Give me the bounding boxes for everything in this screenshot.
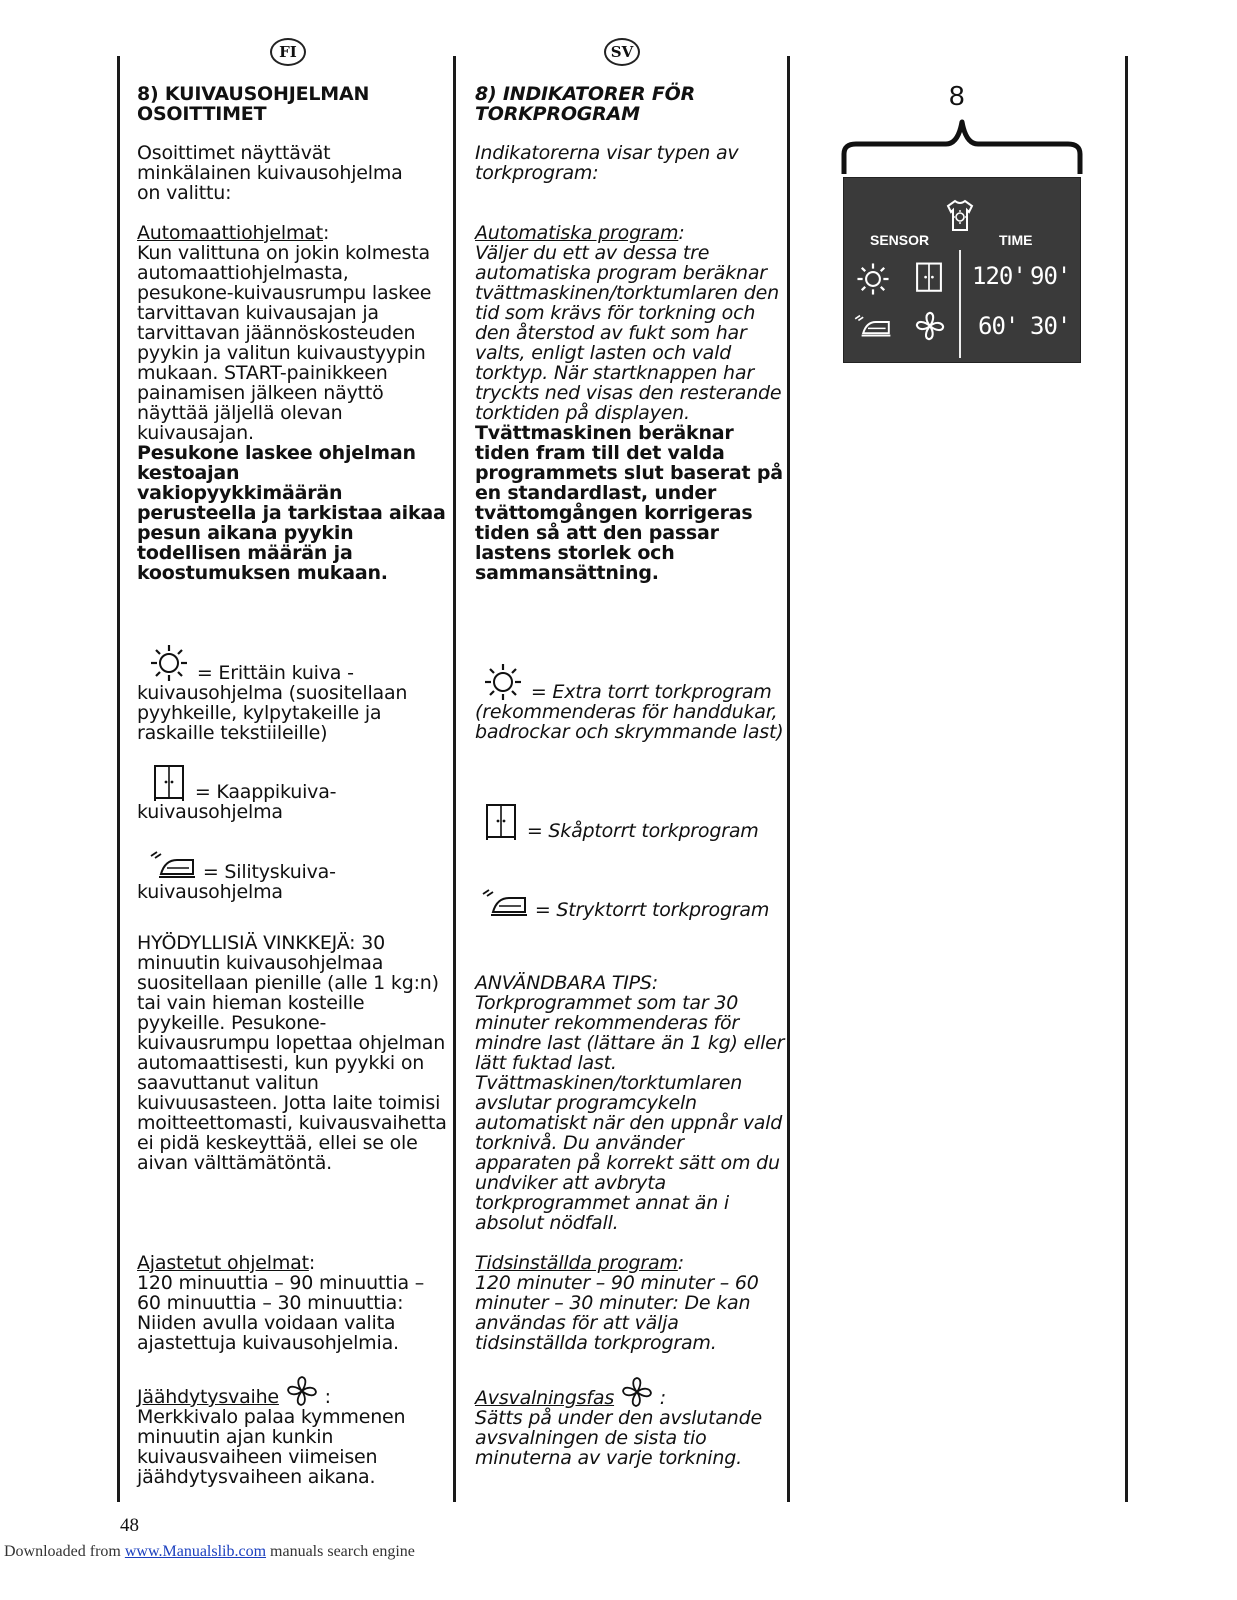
timed-colon: : [308,1252,316,1274]
cupboard-dry-item [475,803,785,841]
cooling-colon: : [653,1387,666,1409]
cooling-text: Merkkivalo palaa kymmenen minuutin ajan kunkin kuivausvaiheen viimeisen jäähdytysvaiheen aikana. [137,1406,406,1488]
footer-prefix: Downloaded from [4,1543,125,1560]
brace-icon [840,118,1084,178]
auto-title: Automaattiohjelmat [137,222,324,244]
intro-text: Indikatorerna visar typen av torkprogram: [475,142,739,184]
time-60-indicator[interactable]: 60' [978,312,1019,340]
auto-text: Kun valittuna on jokin kolmesta automaattiohjelmasta, pesukone-kuivausrumpu laskee tarvittavan kuivausajan ja tarvittavan jäännöskosteuden pyykin ja valitun kuivaustyypin mukaan. START-painikkeen painamisen jälkeen näyttö näyttää jäljellä olevan kuivausajan. [137,242,432,444]
tips-text: HYÖDYLLISIÄ VINKKEJÄ: 30 minuutin kuivausohjelmaa suositellaan pienille (alle 1 kg:n) tai vain hieman kosteille pyykeille. Pesukone-kuivausrumpu lopettaa ohjelman automaattisesti, kun pyykki on saavuttanut valitun kuivuusasteen. Jotta laite toimisi moitteettomasti, kuivausvaihetta ei pidä keskeyttää, ellei se ole aivan välttämätöntä. [137,932,447,1174]
timed-text: 120 minuter – 90 minuter – 60 minuter – 30 minuter: De kan användas för att välja tidsinställda torkprogram. [475,1272,759,1354]
extra-dry-item [137,643,447,743]
iron-icon [147,850,197,880]
sun-icon [147,643,191,683]
auto-text: Väljer du ett av dessa tre automatiska program beräknar tvättmaskinen/torktumlaren den tid som krävs för torkning och den återstod av fukt som har valts, enligt lasten och vald torktyp. När startknappen har tryckts ned visas den resterande torktiden på displayen. [475,242,782,424]
footer-suffix: manuals search engine [266,1543,415,1560]
column-rule-right-1 [787,56,790,1502]
cooling-text: Sätts på under den avslutande avsvalningen de sista tio minuterna av varje torkning. [475,1407,762,1469]
timed-text: 120 minuuttia – 90 minuuttia – 60 minuuttia – 30 minuuttia: Niiden avulla voidaan valita ajastettuja kuivausohjelmia. [137,1272,425,1354]
manualslib-link[interactable]: www.Manualslib.com [124,1543,267,1560]
fan-icon [620,1376,654,1408]
indicator-panel [843,177,1081,363]
figure-number: 8 [949,80,965,111]
column-rule-middle [453,56,456,1502]
cupboard-dry-item [137,764,447,822]
cupboard-dry-text: = Kaappikuiva- kuivausohjelma [137,781,337,823]
auto-bold-note: Pesukone laskee ohjelman kestoajan vakiopyykkimäärän perusteella ja tarkistaa aikaa pesun aikana pyykin todellisen määrän ja koostumuksen mukaan. [137,442,446,584]
auto-programs [475,223,785,583]
sun-icon[interactable] [854,261,892,297]
intro-text: Osoittimet näyttävät minkälainen kuivausohjelma on valittu: [137,142,403,204]
panel-divider [959,250,961,358]
auto-title: Automatiska program [475,222,679,244]
cooling-title: Avsvalningsfas [475,1387,615,1409]
tips-text: ANVÄNDBARA TIPS: Torkprogrammet som tar 30 minuter rekommenderas för mindre last (lättare än 1 kg) eller lätt fuktad last. Tvättmaskinen/torktumlaren avslutar programcykeln automatiskt när den uppnår vald torknivå. Du använder apparaten på korrekt sätt om du undviker att avbryta torkprogrammet annat än i absolut nödfall. [475,972,785,1234]
iron-dry-item [137,850,447,902]
fan-icon [285,1375,319,1407]
time-90-indicator[interactable]: 90' [1030,262,1071,290]
auto-colon: : [678,222,685,244]
auto-colon: : [323,222,330,244]
auto-programs [137,223,447,583]
iron-icon [479,888,529,918]
iron-dry-item [475,888,785,920]
timed-colon: : [677,1252,684,1274]
cupboard-icon[interactable] [912,260,946,296]
cupboard-icon [149,764,189,802]
extra-dry-text: = Extra torrt torkprogram (rekommenderas för handdukar, badrockar och skrymmande last) [475,681,784,743]
column-rule-left [117,56,120,1502]
time-label: TIME [999,232,1033,248]
time-120-indicator[interactable]: 120' [972,262,1026,290]
timed-programs [137,1253,447,1353]
sun-icon [481,662,525,702]
page-number: 48 [120,1515,139,1536]
iron-dry-text: = Silityskuiva- kuivausohjelma [137,861,336,903]
language-badge-sv: SV [604,38,640,66]
timed-title: Ajastetut ohjelmat [137,1252,309,1274]
footer [4,1543,415,1561]
sensor-label: SENSOR [870,232,930,248]
extra-dry-text: = Erittäin kuiva - kuivausohjelma (suositellaan pyyhkeille, kylpytakeille ja raskaille tekstiileille) [137,662,408,744]
cupboard-icon [481,803,521,841]
iron-icon[interactable] [852,312,892,340]
extra-dry-item [475,662,785,742]
fan-icon[interactable] [914,310,946,342]
cooling-title: Jäähdytysvaihe [137,1386,279,1408]
cooling-phase [137,1375,447,1487]
timed-title: Tidsinställda program [475,1252,678,1274]
column-rule-right-2 [1125,56,1128,1502]
language-badge-fi: FI [270,38,306,66]
time-30-indicator[interactable]: 30' [1030,312,1071,340]
cooling-colon: : [318,1386,331,1408]
auto-bold-note: Tvättmaskinen beräknar tiden fram till det valda programmets slut baserat på en standardlast, under tvättomgången korrigeras tiden så att den passar lastens storlek och sammansättning. [475,422,783,584]
iron-dry-text: = Stryktorrt torkprogram [534,899,770,921]
timed-programs [475,1253,785,1353]
tshirt-sun-icon [940,198,980,234]
section-heading: 8) INDIKATORER FÖR TORKPROGRAM [475,83,696,125]
cupboard-dry-text: = Skåptorrt torkprogram [526,820,759,842]
section-heading: 8) KUIVAUSOHJELMAN OSOITTIMET [137,83,370,125]
cooling-phase [475,1376,785,1468]
